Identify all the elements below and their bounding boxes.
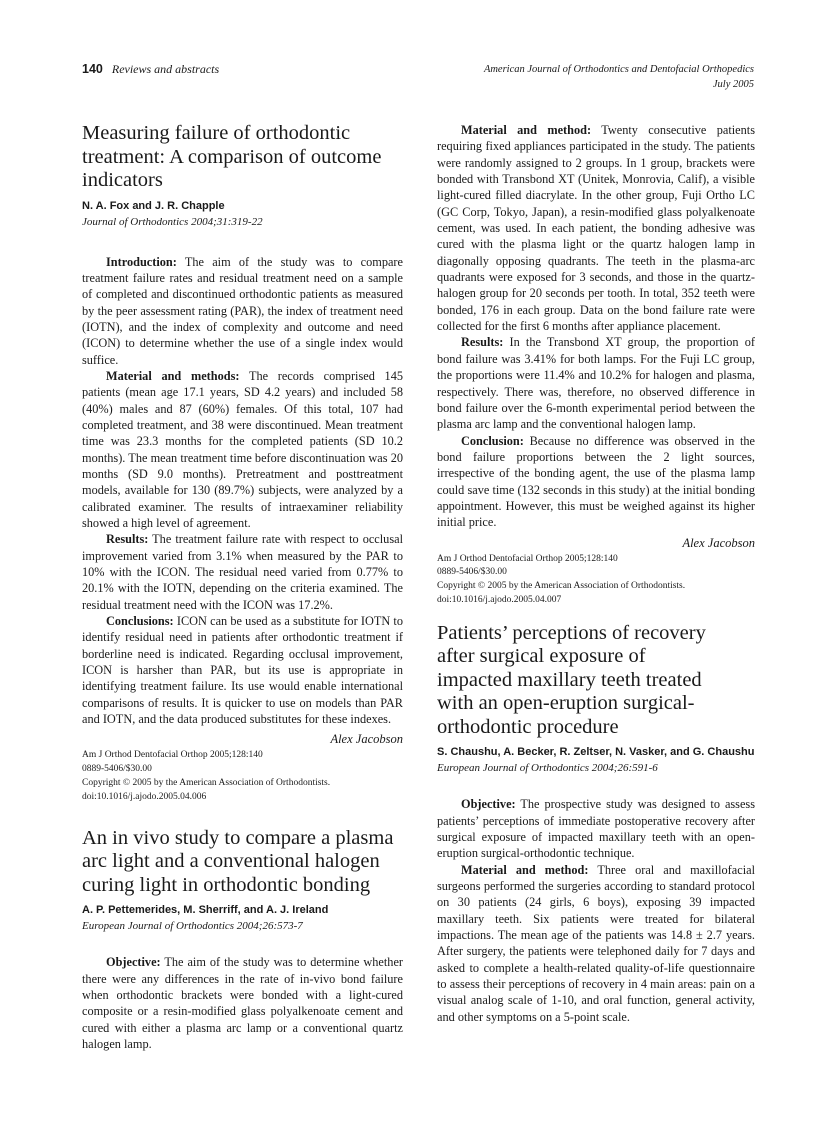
article-title: An in vivo study to compare a plasma arc light and a conventional halogen curing light in orthodontic bonding bbox=[82, 826, 394, 896]
abstract-methods: Material and methods: The records comprised 145 patients (mean age 17.1 years, SD 4.2 years) and included 58 (40%) males and 87 (60%) females. Of this total, 107 had completed treatment, and 38 were discontinued. Mean treatment time was 23.3 months for the completed patients (SD 10.2 months). The mean treatment time before discontinuation was 20 months (SD 9.0 months). Pretreatment and posttreatment models, available for 130 (89.7%) subjects, were analyzed by a calibrated examiner. The results of intraexaminer reliability showed a high level of agreement. bbox=[82, 368, 403, 530]
meta-copyright: Copyright © 2005 by the American Association of Orthodontists. bbox=[82, 778, 331, 789]
article-authors: A. P. Pettemerides, M. Sherriff, and A. J. Ireland bbox=[82, 904, 329, 917]
article-citation: Journal of Orthodontics 2004;31:319-22 bbox=[82, 215, 263, 228]
meta-issn: 0889-5406/$30.00 bbox=[437, 567, 507, 578]
abstract-results: Results: The treatment failure rate with respect to occlusal improvement varied from 3.1% when measured by the PAR to 10% with the ICON. The residual need varied from 0.77% to 20.1% with the IOTN, depending on the criteria examined. The residual treatment need with the ICON was 17.2%. bbox=[82, 532, 403, 612]
article-authors: N. A. Fox and J. R. Chapple bbox=[82, 199, 225, 212]
article-2-body bbox=[437, 122, 755, 608]
journal-name: American Journal of Orthodontics and Dentofacial Orthopedics bbox=[483, 64, 754, 75]
abstract-objective: Objective: The prospective study was designed to assess patients’ perceptions of immediate postoperative recovery after surgical exposure of impacted maxillary teeth with an open-eruption surgical-orthodontic technique. bbox=[437, 797, 755, 861]
article-authors: S. Chaushu, A. Becker, R. Zeltser, N. Vasker, and G. Chaushu bbox=[437, 746, 755, 759]
right-column bbox=[437, 122, 755, 1025]
abstract-results: Results: In the Transbond XT group, the proportion of bond failure was 3.41% for both lamps. For the Fuji LC group, the proportions were 11.4% and 10.2% for halogen and plasma, respectively. There was, therefore, no observed difference in bond failure over the 6-month experimental period between the plasma arc lamp and the conventional halogen lamp. bbox=[437, 335, 755, 432]
article-1 bbox=[82, 122, 403, 805]
abstract-methods: Material and method: Twenty consecutive patients requiring fixed appliances participated in the study. The patients were randomly assigned to 2 groups. In 1 group, brackets were bonded with Transbond XT (Unitek, Monrovia, Calif), a visible light-cured filled diacrylate. In the other group, Fuji Ortho LC (GC Corp, Tokyo, Japan), a resin-modified glass polyalkenoate cement, was used. In each patient, the bonding adhesive was cured with the plasma light or the quartz halogen lamp in diagonally opposing quadrants. The teeth in the plasma-arc quadrants were exposed for 3 seconds, and those in the quartz-halogen group for 20 seconds per tooth. In total, 352 teeth were bonded, 176 in each group. Data on the bond failure rate were collected for the first 6 months after appliance placement. bbox=[437, 123, 755, 334]
meta-citation: Am J Orthod Dentofacial Orthop 2005;128:140 bbox=[437, 553, 618, 564]
abstract-introduction: Introduction: The aim of the study was to compare treatment failure rates and residual treatment need on a sample of completed and discontinued orthodontic patients as measured by the peer assessment rating (PAR), the index of treatment need (IOTN), and the index of complexity and outcome and need (ICON) to determine whether the use of a single index would suffice. bbox=[82, 254, 403, 367]
article-citation: European Journal of Orthodontics 2004;26:591-6 bbox=[437, 762, 658, 775]
running-header-right bbox=[484, 62, 754, 92]
page-number: 140 bbox=[82, 62, 103, 76]
running-header-left bbox=[82, 62, 219, 77]
meta-citation: Am J Orthod Dentofacial Orthop 2005;128:140 bbox=[82, 750, 263, 761]
meta-doi[interactable]: doi:10.1016/j.ajodo.2005.04.007 bbox=[437, 594, 562, 605]
abstract-conclusions: Conclusions: ICON can be used as a substitute for IOTN to identify residual need in patients after orthodontic treatment if borderline need is indicated. Regarding occlusal improvement, ICON is harsher than PAR, but its use is appropriate in identifying treatment failure. Its use would enable international comparisons of results. It is quicker to use on models than PAR and IOTN, and the data produced substitutes for these indexes. bbox=[82, 614, 403, 727]
meta-issn: 0889-5406/$30.00 bbox=[82, 764, 152, 775]
section-name: Reviews and abstracts bbox=[111, 62, 220, 76]
issue-date: July 2005 bbox=[712, 79, 754, 90]
article-2-header bbox=[82, 827, 403, 1053]
meta-copyright: Copyright © 2005 by the American Association of Orthodontists. bbox=[437, 581, 686, 592]
left-column bbox=[82, 122, 403, 1052]
article-title: Measuring failure of orthodontic treatment: A comparison of outcome indicators bbox=[82, 122, 382, 191]
article-citation: European Journal of Orthodontics 2004;26:573-7 bbox=[82, 920, 303, 933]
meta-doi[interactable]: doi:10.1016/j.ajodo.2005.04.006 bbox=[82, 791, 207, 802]
abstract-methods: Material and method: Three oral and maxillofacial surgeons performed the surgeries according to standard protocol on 30 patients (24 girls, 6 boys), exposing 39 impacted maxillary teeth. Six patients were treated for bilateral impactions. The mean age of the patients was 14.8 ± 2.7 years. After surgery, the patients were telephoned daily for 7 days and asked to complete a health-related quality-of-life questionnaire to assess their perceptions of recovery in 4 main areas: pain on a visual analog scale of 1-10, and oral function, general activity, and other symptoms on a 5-point scale. bbox=[437, 862, 755, 1024]
article-title: Patients’ perceptions of recovery after surgical exposure of impacted maxillary teeth treated with an open-eruption surgical-orthodontic procedure bbox=[437, 621, 706, 738]
abstract-conclusion: Conclusion: Because no difference was observed in the bond failure proportions between the 2 light sources, irrespective of the bonding agent, the use of the plasma lamp could save time (132 seconds in this study) at the initial bonding appointment. However, this must be weighed against its higher initial price. bbox=[437, 433, 755, 530]
article-3 bbox=[437, 622, 755, 1025]
reviewer-signature: Alex Jacobson bbox=[330, 732, 403, 747]
abstract-objective: Objective: The aim of the study was to determine whether there were any differences in the rate of in-vivo bond failure when orthodontic brackets were bonded with a light-cured composite or a resin-modified glass polyalkenoate cement and cured with either a plasma arc lamp or a conventional quartz halogen lamp. bbox=[82, 955, 403, 1051]
reviewer-signature: Alex Jacobson bbox=[682, 535, 755, 550]
